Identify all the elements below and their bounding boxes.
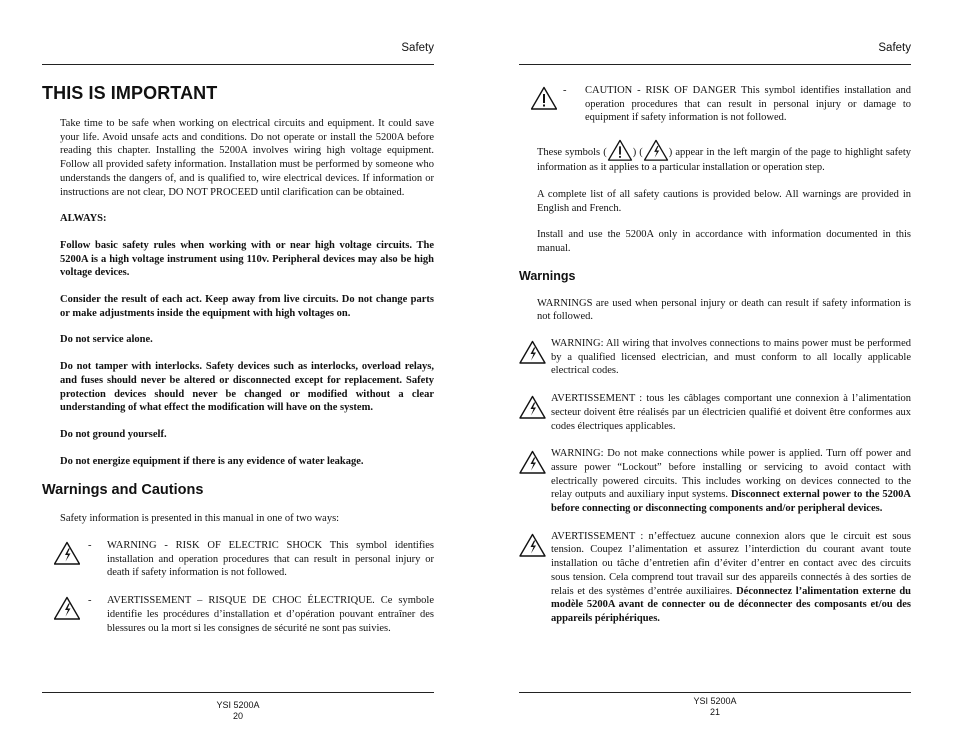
electric-shock-icon bbox=[54, 596, 80, 620]
electric-shock-icon bbox=[519, 340, 546, 364]
section-intro: Safety information is presented in this manual in one of two ways: bbox=[60, 513, 340, 525]
intro-paragraph: Take time to be safe when working on electrical circuits and equipment. It could save your life. Avoid unsafe acts and conditions. Do not operate or install the 5200A before reading this chapter. Installing the 5200A involves wiring high voltage equipment. Follow all provided safety information. Installation must be performed by someone who understands the dangers of, and is qualified to, wire electrical devices. If information or instructions are not clear, DO NOT PROCEED until clarification can be obtained. bbox=[60, 118, 434, 198]
warning-body: WARNING: All wiring that involves connections to mains power must be performed by a qualified licensed electrician, and must conform to all locally applicable electrical codes. bbox=[551, 338, 911, 377]
note-dash: - bbox=[563, 85, 567, 96]
warning-text bbox=[551, 447, 911, 516]
warning-body: AVERTISSEMENT : tous les câblages comportant une connexion à l’alimentation secteur doivent être réalisés par un électricien qualifié et doivent être conformes aux codes électriques applicables. bbox=[551, 393, 911, 432]
section-heading: Warnings and Cautions bbox=[42, 482, 204, 499]
list-paragraph: A complete list of all safety cautions is provided below. All warnings are provided in English and French. bbox=[537, 188, 911, 214]
footer-rule bbox=[42, 692, 434, 693]
safety-rule: Follow basic safety rules when working with or near high voltage circuits. The 5200A is a high voltage instrument using 110v. Peripheral devices may also be high voltage devices. bbox=[60, 239, 434, 279]
note-text: AVERTISSEMENT – RISQUE DE CHOC ÉLECTRIQUE. Ce symbole identifie les procédures d’installation et d’opération pouvant entraîner des blessures ou la mort si les consignes de sécurité ne sont pas suivies. bbox=[107, 595, 434, 634]
right-content bbox=[519, 84, 911, 640]
warning-bold: Déconnectez l’alimentation externe du modèle 5200A avant de connecter ou de déconnecter des composants et/ou des appareils périphériques. bbox=[551, 585, 911, 624]
warning-item bbox=[519, 530, 911, 626]
safety-rule: Do not service alone. bbox=[60, 334, 153, 346]
page-header: Safety bbox=[401, 42, 434, 54]
symbol-note bbox=[42, 539, 434, 580]
symbol-note bbox=[42, 594, 434, 635]
symbols-text: ) ( bbox=[632, 147, 643, 159]
warnings-heading: Warnings bbox=[519, 268, 576, 283]
header-rule bbox=[519, 64, 911, 65]
safety-rule: Do not energize equipment if there is any evidence of water leakage. bbox=[60, 455, 364, 467]
footer-model: YSI 5200A bbox=[693, 696, 737, 706]
symbols-paragraph bbox=[537, 139, 911, 175]
note-text: CAUTION - RISK OF DANGER This symbol identifies installation and operation procedures that can result in personal injury or damage to equipment if safety information is not followed. bbox=[585, 85, 911, 124]
page-number: 20 bbox=[232, 711, 243, 721]
warning-text bbox=[551, 337, 911, 378]
left-page bbox=[42, 0, 434, 738]
warnings-intro: WARNINGS are used when personal injury or death can result if safety information is not followed. bbox=[537, 297, 911, 323]
warning-text bbox=[551, 392, 911, 433]
right-page bbox=[519, 0, 911, 738]
header-rule bbox=[42, 64, 434, 65]
note-text: WARNING - RISK OF ELECTRIC SHOCK This symbol identifies installation and operation procedures that can result in personal injury or death if safety information is not followed. bbox=[107, 540, 434, 579]
electric-shock-icon bbox=[519, 395, 546, 419]
page-header: Safety bbox=[878, 42, 911, 54]
footer-model: YSI 5200A bbox=[216, 700, 260, 710]
warning-body: WARNING: Do not make connections while power is applied. Turn off power and assure power “Lockout” before installing or servicing to avoid contact with electrically powered circuits. This includes working on devices connected to the relay outputs and auxiliary input systems. bbox=[551, 448, 911, 501]
electric-shock-icon bbox=[519, 450, 546, 474]
electric-shock-icon bbox=[54, 541, 80, 565]
safety-rule: Do not ground yourself. bbox=[60, 428, 167, 440]
electric-shock-icon bbox=[519, 533, 546, 557]
electric-shock-icon bbox=[643, 139, 669, 161]
warning-item bbox=[519, 337, 911, 378]
caution-icon bbox=[607, 139, 633, 161]
symbols-text: ) appear in the left margin of the page to highlight safety information as it applies to a particular installation or operation step. bbox=[537, 147, 911, 174]
warning-item bbox=[519, 392, 911, 433]
symbol-note bbox=[519, 84, 911, 125]
warning-bold: Disconnect external power to the 5200A before connecting or disconnecting components and/or peripheral devices. bbox=[551, 489, 912, 515]
page-footer bbox=[519, 696, 911, 718]
safety-rule: Do not tamper with interlocks. Safety devices such as interlocks, overload relays, and fuses should never be altered or disconnected except for replacement. Safety protection devices should never be changed or modified without a clear understanding of what effect the modification will have on the system. bbox=[60, 361, 434, 414]
left-content bbox=[42, 80, 434, 649]
install-paragraph: Install and use the 5200A only in accordance with information documented in this manual. bbox=[537, 229, 911, 254]
safety-rule: Consider the result of each act. Keep away from live circuits. Do not change parts or make adjustments inside the equipment with high voltages on. bbox=[60, 294, 434, 319]
warning-body: AVERTISSEMENT : n’effectuez aucune connexion alors que le circuit est sous tension. Coupez l’alimentation et assurez l’interdiction du courant avant toute installation ou tâche d’entretien afin d’éviter d’entrer en contact avec des circuits sous tension. Cela comprend tout travail sur des appareils connectés à des sorties de relais et des systèmes d’entrée auxiliaires. bbox=[551, 530, 911, 597]
note-dash: - bbox=[88, 540, 92, 552]
footer-rule bbox=[519, 692, 911, 693]
page-footer bbox=[42, 700, 434, 722]
caution-icon bbox=[531, 86, 557, 110]
note-dash: - bbox=[88, 595, 92, 607]
always-label: ALWAYS: bbox=[60, 213, 107, 225]
page-number: 21 bbox=[709, 707, 720, 717]
warning-text bbox=[551, 530, 911, 626]
warning-item bbox=[519, 447, 911, 516]
page-title: THIS IS IMPORTANT bbox=[42, 83, 218, 103]
symbols-text: These symbols ( bbox=[537, 147, 607, 159]
